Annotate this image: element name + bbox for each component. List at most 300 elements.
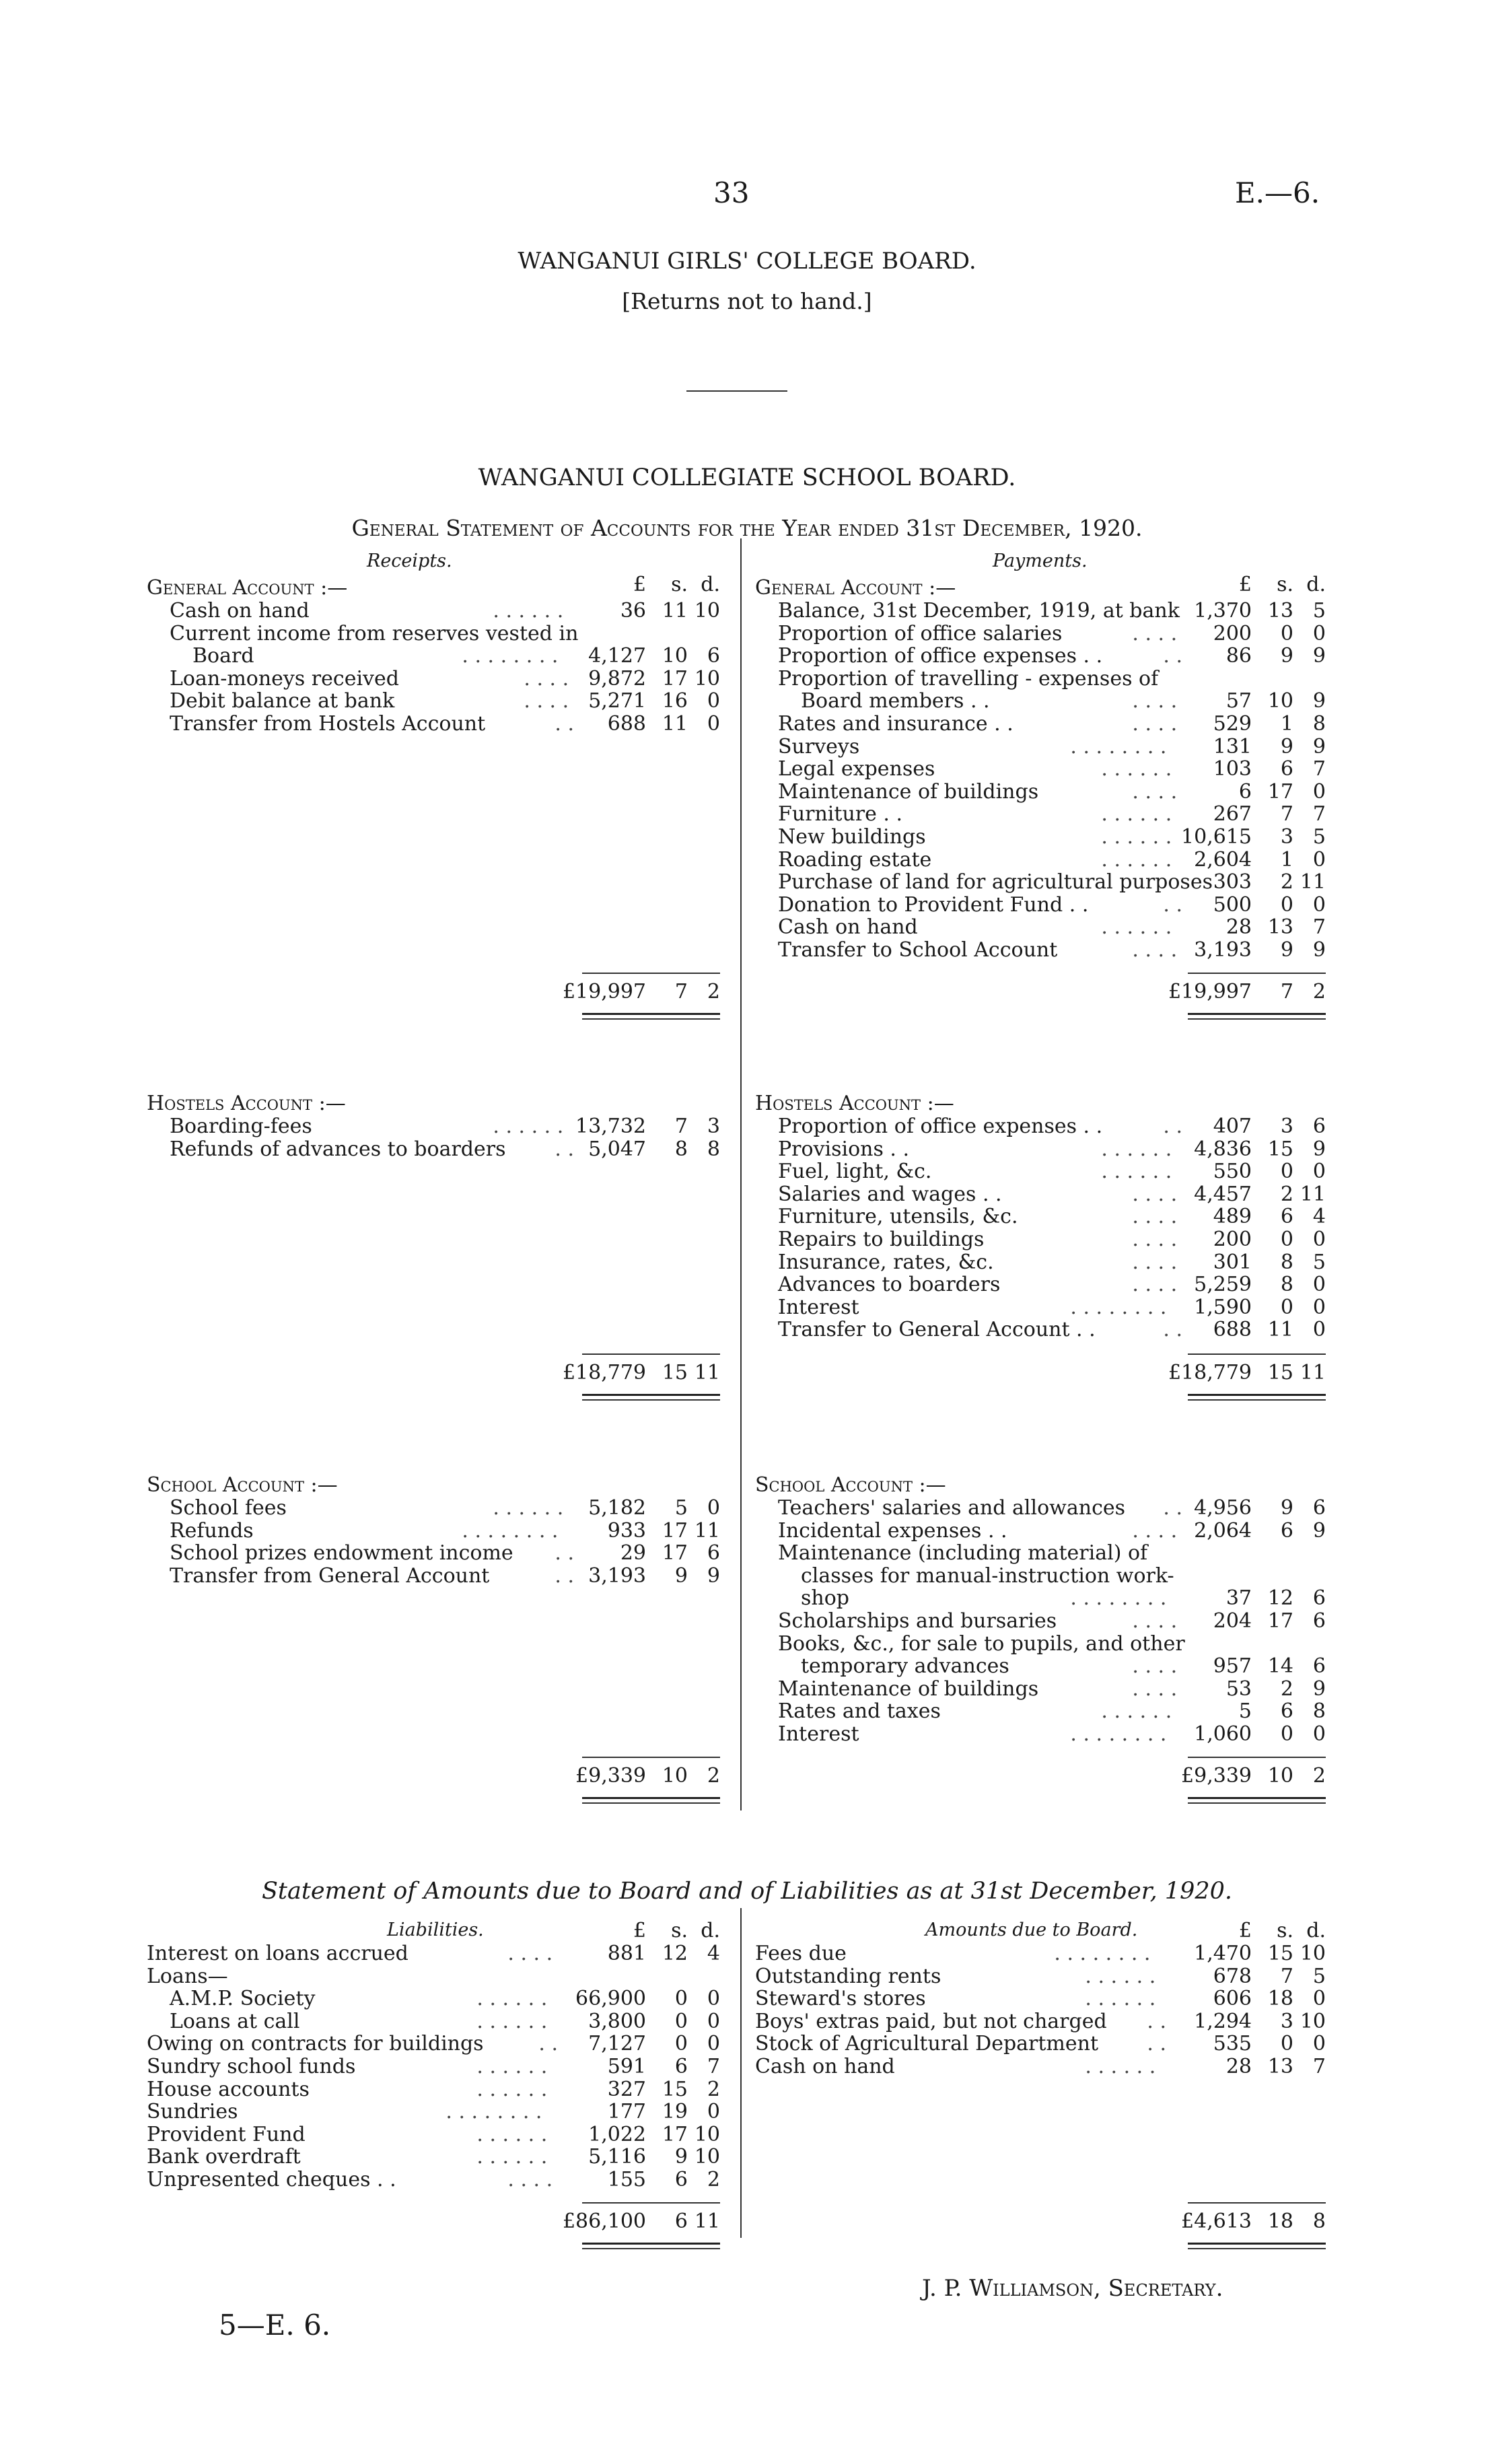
row-label: Cash on hand (170, 599, 310, 623)
shillings-value: 3 (1280, 1115, 1293, 1138)
pence-value: 8 (1312, 712, 1326, 736)
pounds-value: 177 (607, 2100, 646, 2124)
row-label: Owing on contracts for buildings (147, 2032, 484, 2056)
shillings-value: 16 (662, 689, 688, 713)
ledger-row (778, 1205, 1326, 1228)
ledger-row (147, 2101, 720, 2123)
shillings-value: 19 (662, 2100, 688, 2124)
pence-value: 0 (1312, 1273, 1326, 1297)
ledger-row (778, 1587, 1326, 1610)
pence-value: 11 (1300, 1182, 1326, 1206)
total-row (147, 1362, 720, 1384)
pence-value: 9 (1312, 1518, 1326, 1543)
total-rule-bottom (582, 2248, 720, 2249)
total-rule-bottom (582, 1797, 720, 1799)
pounds-value: 10,615 (1181, 825, 1252, 849)
row-label: Stock of Agricultural Department (755, 2032, 1099, 2056)
pounds-value: 529 (1213, 712, 1252, 736)
ledger-row (170, 1565, 720, 1588)
pounds-value: 5 (1238, 1699, 1252, 1724)
ledger-row (778, 600, 1326, 623)
shillings-value: 9 (674, 1563, 688, 1588)
total-rule-bottom (1188, 1399, 1326, 1401)
pence-value: 2 (1312, 1764, 1326, 1788)
account-heading (147, 1092, 416, 1115)
pence-value: 2 (707, 980, 720, 1004)
ledger-row (778, 758, 1326, 781)
pence-value: 0 (707, 712, 720, 736)
row-label: Donation to Provident Fund . . (778, 892, 1089, 917)
pence-value: 7 (1312, 757, 1326, 781)
pence-value: 7 (1312, 915, 1326, 940)
collegiate-title: WANGANUI COLLEGIATE SCHOOL BOARD. (478, 464, 1016, 491)
shillings-value: 13 (1267, 599, 1293, 623)
ledger-row (755, 1987, 1326, 2010)
row-label: Provident Fund (147, 2122, 306, 2146)
row-label: Transfer from General Account (170, 1563, 490, 1588)
pounds-header: £ (633, 573, 646, 596)
shillings-value: 0 (1280, 1160, 1293, 1184)
ledger-row (755, 2033, 1326, 2055)
row-label: Maintenance of buildings (778, 779, 1039, 804)
ledger-row (170, 1497, 720, 1520)
leader-dots: . . . . . . (493, 1115, 564, 1138)
account-heading (147, 577, 416, 600)
pence-value: 0 (707, 1987, 720, 2011)
leader-dots: . . (538, 2032, 558, 2056)
collegiate-subtitle: General Statement of Accounts for the Year ended 31st December, 1920. (351, 515, 1143, 541)
row-label: Proportion of office expenses . . (778, 1115, 1103, 1138)
shillings-header: s. (1277, 1919, 1293, 1942)
leader-dots: . . (1147, 2009, 1166, 2033)
ledger-row (147, 2146, 720, 2169)
leader-dots: . . (1147, 2032, 1166, 2056)
pounds-value: 86 (1225, 644, 1252, 668)
ledger-row (147, 2123, 720, 2146)
total-rule-bottom (582, 2243, 720, 2245)
ledger-row (147, 2055, 720, 2078)
row-label: Loans— (147, 1964, 228, 1988)
pounds-value: 489 (1213, 1205, 1252, 1229)
row-label: Books, &c., for sale to pupils, and other (778, 1631, 1185, 1656)
shillings-value: 7 (1280, 980, 1293, 1004)
ledger-row (147, 2033, 720, 2055)
shillings-value: 18 (1267, 1987, 1293, 2011)
pounds-value: 131 (1213, 734, 1252, 759)
total-row (755, 981, 1326, 1004)
pounds-value: 1,370 (1194, 599, 1252, 623)
ledger-row (778, 849, 1326, 872)
pence-value: 7 (1312, 802, 1326, 826)
total-row (147, 981, 720, 1004)
pounds-value: 591 (607, 2055, 646, 2078)
ledger-row (778, 1520, 1326, 1543)
row-label: Surveys (778, 734, 860, 759)
leader-dots: . . . . (507, 2168, 553, 2191)
ledger-row (147, 1942, 720, 1965)
pounds-value: 5,182 (588, 1496, 646, 1520)
row-label: Interest (778, 1295, 859, 1319)
total-rule-bottom (1188, 2248, 1326, 2249)
section-divider (686, 390, 787, 392)
shillings-value: 9 (1280, 644, 1293, 668)
pence-value: 5 (1312, 1964, 1326, 1988)
leader-dots: . . . . . . (476, 2122, 548, 2146)
leader-dots: . . . . (1132, 1677, 1178, 1701)
row-label: Proportion of travelling - expenses of (778, 666, 1159, 691)
pounds-value: 1,022 (588, 2122, 646, 2146)
pence-value: 0 (1312, 1722, 1326, 1746)
row-label: temporary advances (801, 1654, 1009, 1679)
ledger-row (755, 2055, 1326, 2078)
row-label: Boarding-fees (170, 1115, 312, 1138)
pounds-value: 1,060 (1194, 1722, 1252, 1746)
shillings-value: 2 (1280, 1182, 1293, 1206)
pounds-value: 1,470 (1194, 1942, 1252, 1965)
leader-dots: . . . . . . . . (446, 2100, 542, 2124)
pence-value: 11 (1300, 1361, 1326, 1384)
shillings-value: 7 (674, 1115, 688, 1138)
pounds-value: 7,127 (588, 2032, 646, 2056)
shillings-value: 7 (1280, 802, 1293, 826)
shillings-header: s. (671, 573, 688, 596)
total-rule-top (582, 1757, 720, 1758)
row-label: Steward's stores (755, 1987, 926, 2011)
row-label: Furniture, utensils, &c. (778, 1205, 1018, 1229)
shillings-value: 15 (662, 2077, 688, 2101)
row-label: Purchase of land for agricultural purposes (778, 870, 1213, 894)
leader-dots: . . . . (1132, 1654, 1178, 1679)
ledger-row (778, 1160, 1326, 1183)
leader-dots: . . (555, 712, 574, 736)
ledger-row (147, 1965, 720, 1988)
row-label: House accounts (147, 2077, 310, 2101)
leader-dots: . . . . (524, 666, 569, 691)
leader-dots: . . (1163, 892, 1182, 917)
pounds-value: 66,900 (575, 1987, 646, 2011)
pence-value: 0 (1312, 1295, 1326, 1319)
leader-dots: . . . . . . (476, 2145, 548, 2169)
ledger-row (778, 1700, 1326, 1723)
ledger-row (778, 1610, 1326, 1633)
leader-dots: . . . . . . (1085, 1964, 1156, 1988)
shillings-value: 2 (1280, 1677, 1293, 1701)
shillings-value: 6 (674, 2055, 688, 2078)
shillings-value: 0 (674, 2009, 688, 2033)
row-label: Furniture . . (778, 802, 903, 826)
pence-value: 0 (1312, 892, 1326, 917)
pence-value: 0 (1312, 847, 1326, 872)
shillings-value: 2 (1280, 870, 1293, 894)
shillings-value: 9 (1280, 1496, 1293, 1520)
ledger-row (778, 1723, 1326, 1746)
pounds-value: £19,997 (1168, 980, 1252, 1004)
shillings-value: 8 (674, 1137, 688, 1161)
pence-value: 10 (1300, 2009, 1326, 2033)
leader-dots: . . . . . . (1085, 2055, 1156, 2078)
ledger-row (147, 2169, 720, 2191)
total-row (755, 1765, 1326, 1788)
pence-value: 0 (707, 2009, 720, 2033)
row-label: Current income from reserves vested in (170, 621, 579, 645)
pounds-value: 688 (1213, 1318, 1252, 1342)
row-label: Transfer from Hostels Account (170, 712, 486, 736)
total-rule-bottom (1188, 1018, 1326, 1020)
leader-dots: . . . . . . (476, 2055, 548, 2078)
row-label: Fees due (755, 1942, 847, 1965)
leader-dots: . . . . . . . . (1070, 1295, 1167, 1319)
leader-dots: . . . . . . (476, 2077, 548, 2101)
pence-value: 10 (694, 2145, 720, 2169)
ledger-row (778, 1273, 1326, 1296)
shillings-value: 11 (662, 712, 688, 736)
pounds-value: 5,047 (588, 1137, 646, 1161)
shillings-value: 15 (1267, 1137, 1293, 1161)
footer-code: 5—E. 6. (219, 2309, 331, 2342)
leader-dots: . . . . (1132, 1273, 1178, 1297)
pence-value: 7 (707, 2055, 720, 2078)
ledger-row (778, 916, 1326, 939)
pounds-header: £ (633, 1919, 646, 1942)
leader-dots: . . . . (507, 1942, 553, 1965)
ledger-row (778, 1497, 1326, 1520)
ledger-row (170, 1115, 720, 1138)
ledger-row (170, 690, 720, 713)
amounts-due-heading: Amounts due to Board. (925, 1920, 1138, 1940)
leader-dots: . . . . (1132, 938, 1178, 962)
leader-dots: . . . . . . (1101, 825, 1172, 849)
girls-college-title: WANGANUI GIRLS' COLLEGE BOARD. (518, 248, 976, 275)
leader-dots: . . . . (1132, 1609, 1178, 1633)
row-label: Roading estate (778, 847, 932, 872)
pence-value: 6 (1312, 1654, 1326, 1679)
row-label: School fees (170, 1496, 287, 1520)
ledger-row (778, 1565, 1326, 1588)
ledger-row (778, 1138, 1326, 1161)
pence-value: 0 (707, 689, 720, 713)
shillings-value: 0 (1280, 621, 1293, 645)
pounds-value: 4,836 (1194, 1137, 1252, 1161)
row-label: Loan-moneys received (170, 666, 399, 691)
pounds-value: 535 (1213, 2032, 1252, 2056)
row-label: Legal expenses (778, 757, 935, 781)
shillings-value: 10 (662, 644, 688, 668)
row-label: Cash on hand (755, 2055, 895, 2078)
pounds-value: £4,613 (1181, 2210, 1252, 2233)
shillings-value: 17 (1267, 1609, 1293, 1633)
leader-dots: . . . . . . . . (1070, 734, 1167, 759)
pence-value: 0 (707, 1496, 720, 1520)
shillings-value: 13 (1267, 2055, 1293, 2078)
pounds-value: £9,339 (575, 1764, 646, 1788)
pence-value: 0 (1312, 1318, 1326, 1342)
pounds-value: 881 (607, 1942, 646, 1965)
shillings-value: 13 (1267, 915, 1293, 940)
account-heading (755, 577, 1024, 600)
pounds-value: 3,193 (588, 1563, 646, 1588)
shillings-value: 6 (1280, 1205, 1293, 1229)
leader-dots: . . . . . . (1101, 1699, 1172, 1724)
pence-value: 5 (1312, 599, 1326, 623)
leader-dots: . . (1163, 1115, 1182, 1138)
row-label: Proportion of office expenses . . (778, 644, 1103, 668)
pence-value: 8 (1312, 1699, 1326, 1724)
shillings-header: s. (671, 1919, 688, 1942)
total-rule-bottom (1188, 1394, 1326, 1396)
ledger-row (147, 2078, 720, 2101)
total-rule-bottom (1188, 1013, 1326, 1015)
account-heading (755, 1474, 1024, 1497)
ledger-row (170, 600, 720, 623)
pounds-value: 957 (1213, 1654, 1252, 1679)
pounds-value: 200 (1213, 621, 1252, 645)
pence-value: 0 (1312, 2032, 1326, 2056)
leader-dots: . . . . . . (476, 1987, 548, 2011)
row-label: New buildings (778, 825, 926, 849)
pounds-value: 4,457 (1194, 1182, 1252, 1206)
row-label: Debit balance at bank (170, 689, 395, 713)
shillings-value: 6 (1280, 757, 1293, 781)
total-rule-bottom (582, 1802, 720, 1804)
row-label: Board (192, 644, 254, 668)
pounds-value: 267 (1213, 802, 1252, 826)
ledger-row (147, 2010, 720, 2033)
statement-column-divider (740, 1908, 742, 2238)
leader-dots: . . . . . . . . (1070, 1722, 1167, 1746)
leader-dots: . . . . . . (1101, 847, 1172, 872)
row-label: Provisions . . (778, 1137, 910, 1161)
shillings-value: 0 (674, 2032, 688, 2056)
ledger-row (170, 1138, 720, 1161)
leader-dots: . . . . (524, 689, 569, 713)
pence-value: 9 (1312, 1677, 1326, 1701)
row-label: Unpresented cheques . . (147, 2168, 396, 2191)
leader-dots: . . (1163, 1496, 1182, 1520)
row-label: Teachers' salaries and allowances (778, 1496, 1126, 1520)
shillings-value: 3 (1280, 2009, 1293, 2033)
account-heading-label: Hostels Account :— (147, 1092, 346, 1115)
pounds-value: 103 (1213, 757, 1252, 781)
page-number: 33 (713, 176, 750, 209)
pence-header: d. (1306, 573, 1326, 596)
total-rule-bottom (582, 1013, 720, 1015)
ledger-row (170, 1520, 720, 1543)
pounds-value: 200 (1213, 1228, 1252, 1251)
pence-value: 9 (707, 1563, 720, 1588)
leader-dots: . . . . . . (1101, 757, 1172, 781)
row-label: Insurance, rates, &c. (778, 1250, 994, 1274)
ledger-row (778, 1251, 1326, 1274)
ledger-row (170, 713, 720, 736)
account-heading-label: Hostels Account :— (755, 1092, 954, 1115)
pence-value: 0 (1312, 779, 1326, 804)
pence-value: 5 (1312, 825, 1326, 849)
pounds-value: 327 (607, 2077, 646, 2101)
leader-dots: . . (555, 1137, 574, 1161)
ledger-row (778, 736, 1326, 759)
shillings-value: 10 (1267, 1764, 1293, 1788)
leader-dots: . . . . . . . . (462, 1518, 559, 1543)
leader-dots: . . . . (1132, 1182, 1178, 1206)
pence-value: 9 (1312, 689, 1326, 713)
shillings-value: 3 (1280, 825, 1293, 849)
pence-value: 2 (707, 2168, 720, 2191)
ledger-row (778, 690, 1326, 713)
pence-value: 9 (1312, 734, 1326, 759)
pence-header: d. (701, 1919, 720, 1942)
pounds-value: 2,604 (1194, 847, 1252, 872)
shillings-value: 6 (1280, 1518, 1293, 1543)
total-row (147, 1765, 720, 1788)
ledger-row (778, 1228, 1326, 1251)
pounds-value: 28 (1225, 915, 1252, 940)
pounds-value: 606 (1213, 1987, 1252, 2011)
row-label: classes for manual-instruction work- (801, 1563, 1174, 1588)
leader-dots: . . (555, 1541, 574, 1565)
shillings-value: 6 (1280, 1699, 1293, 1724)
ledger-row (755, 2010, 1326, 2033)
leader-dots: . . (555, 1563, 574, 1588)
leader-dots: . . . . (1132, 689, 1178, 713)
row-label: Rates and insurance . . (778, 712, 1013, 736)
pounds-value: 933 (607, 1518, 646, 1543)
pounds-value: 5,271 (588, 689, 646, 713)
pounds-value: 1,590 (1194, 1295, 1252, 1319)
row-label: Loans at call (170, 2009, 300, 2033)
total-row (755, 1362, 1326, 1384)
shillings-value: 1 (1280, 847, 1293, 872)
pounds-value: £18,779 (1168, 1361, 1252, 1384)
pounds-value: 3,193 (1194, 938, 1252, 962)
pence-value: 10 (1300, 1942, 1326, 1965)
ledger-row (170, 645, 720, 668)
ledger-row (778, 623, 1326, 645)
leader-dots: . . . . . . (1101, 915, 1172, 940)
column-divider (740, 538, 742, 1810)
pence-header: d. (1306, 1919, 1326, 1942)
pounds-value: £19,997 (562, 980, 646, 1004)
leader-dots: . . . . (1132, 1250, 1178, 1274)
row-label: Outstanding rents (755, 1964, 941, 1988)
pence-value: 2 (707, 2077, 720, 2101)
ledger-row (778, 1655, 1326, 1678)
ledger-row (778, 645, 1326, 668)
pence-value: 6 (707, 644, 720, 668)
pence-value: 11 (1300, 870, 1326, 894)
pence-value: 8 (707, 1137, 720, 1161)
pence-value: 10 (694, 2122, 720, 2146)
total-row (147, 2210, 720, 2233)
total-rule-bottom (1188, 1802, 1326, 1804)
pounds-value: 303 (1213, 870, 1252, 894)
shillings-value: 0 (1280, 892, 1293, 917)
pence-value: 9 (1312, 1137, 1326, 1161)
row-label: School prizes endowment income (170, 1541, 513, 1565)
shillings-value: 8 (1280, 1250, 1293, 1274)
pounds-value: 500 (1213, 892, 1252, 917)
pence-value: 6 (1312, 1496, 1326, 1520)
account-heading-label: General Account :— (147, 576, 348, 600)
pounds-value: 678 (1213, 1964, 1252, 1988)
account-heading-label: General Account :— (755, 576, 956, 600)
shillings-value: 0 (1280, 1295, 1293, 1319)
pounds-value: 4,127 (588, 644, 646, 668)
pence-value: 0 (707, 2032, 720, 2056)
shillings-value: 1 (1280, 712, 1293, 736)
ledger-row (755, 1965, 1326, 1988)
shillings-value: 17 (662, 1518, 688, 1543)
leader-dots: . . . . . . (476, 2009, 548, 2033)
